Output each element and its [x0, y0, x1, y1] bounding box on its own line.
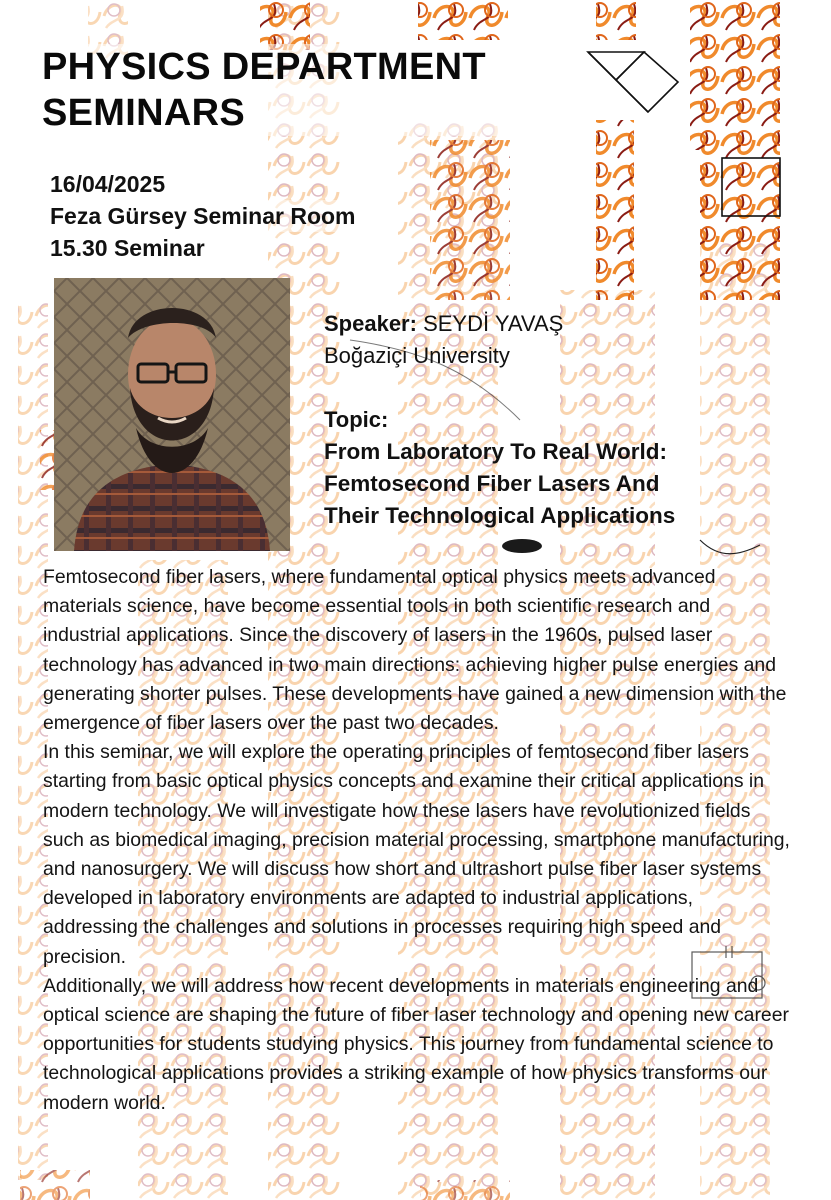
speaker-portrait-illustration: [54, 278, 290, 551]
topic-title-line-2: Femtosecond Fiber Lasers And: [324, 471, 660, 496]
title-line-2: SEMINARS: [42, 90, 562, 136]
topic-label: Topic:: [324, 407, 389, 432]
speaker-photo: [54, 278, 290, 551]
event-date: 16/04/2025: [50, 168, 165, 200]
event-time: 15.30 Seminar: [50, 232, 205, 264]
speaker-label: Speaker:: [324, 311, 417, 336]
abstract: [43, 563, 793, 1118]
speaker-name: SEYDİ YAVAŞ: [423, 311, 564, 336]
speaker-line: [324, 308, 794, 340]
speaker-affiliation: Boğaziçi University: [324, 343, 510, 368]
topic-title-line-1: From Laboratory To Real World:: [324, 439, 667, 464]
event-room: Feza Gürsey Seminar Room: [50, 200, 356, 232]
event-details: [50, 168, 470, 264]
abstract-paragraph-2: In this seminar, we will explore the operating principles of femtosecond fiber lasers starting from basic optical physics concepts and examine their critical applications in modern technology. We will investigate how these lasers have revolutionized fields such as biomedical imaging, precision material processing, smartphone manufacturing, and nanosurgery. We will discuss how short and ultrashort pulse fiber laser systems developed in laboratory environments are adapted to industrial applications, addressing the challenges and solutions in processes requiring high speed and precision.: [43, 741, 790, 968]
abstract-paragraph-1: Femtosecond fiber lasers, where fundamental optical physics meets advanced materials science, have become essential tools in both scientific research and industrial applications. Since the discovery of lasers in the 1960s, pulsed laser technology has advanced in two main directions: achieving higher pulse energies and generating shorter pulses. These developments have gained a new dimension with the emergence of fiber lasers over the past two decades.: [43, 566, 787, 735]
speaker-block: [324, 308, 794, 532]
abstract-paragraph-3: Additionally, we will address how recent developments in materials engineering and optical science are shaping the future of fiber laser technology and opening new career opportunities for students studying physics. This journey from fundamental science to technological applications provides a striking example of how physics transforms our modern world.: [43, 974, 789, 1114]
topic-title-line-3: Their Technological Applications: [324, 503, 676, 528]
title-line-1: PHYSICS DEPARTMENT: [42, 44, 562, 90]
poster-title: [42, 44, 562, 136]
